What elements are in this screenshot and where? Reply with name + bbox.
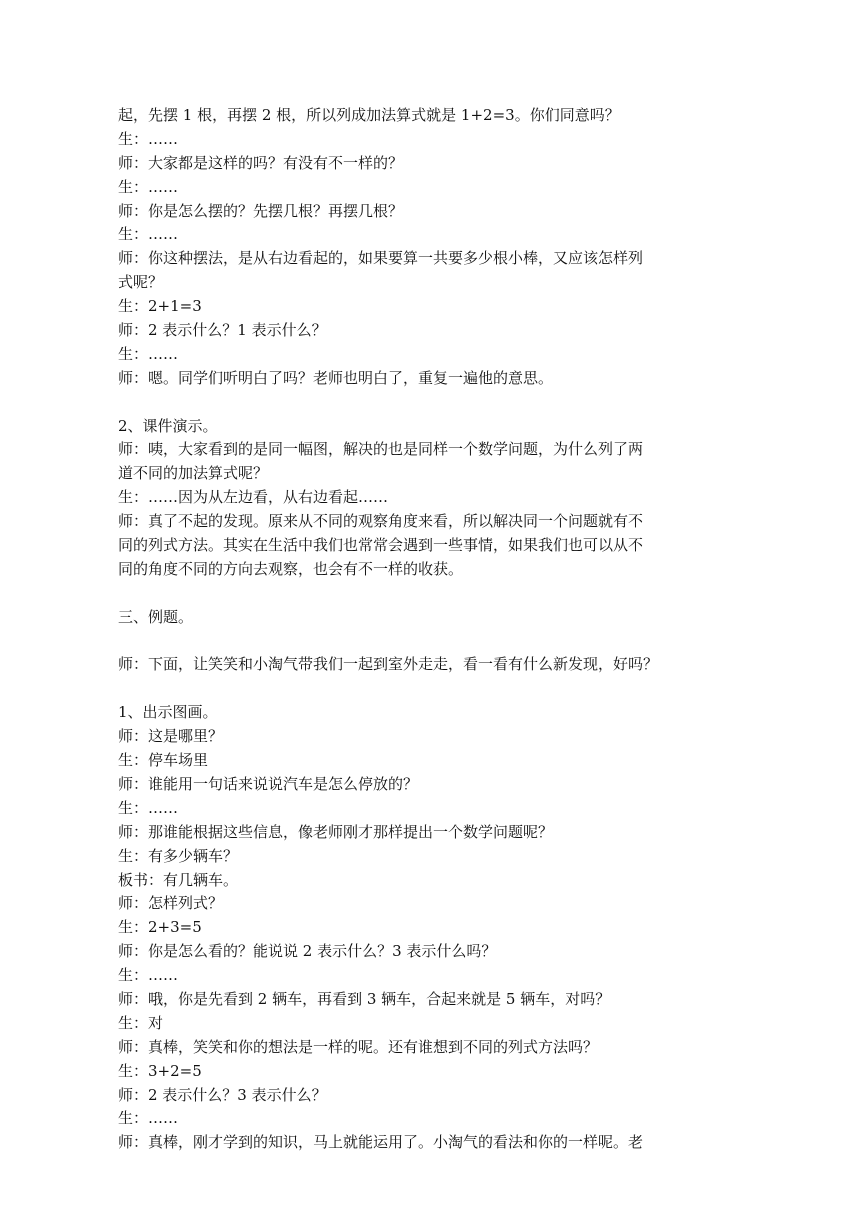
text-line: 生：…… bbox=[118, 1109, 179, 1128]
text-line: 生：3+2=5 bbox=[118, 1061, 202, 1080]
text-line: 师：真棒，刚才学到的知识，马上就能运用了。小淘气的看法和你的一样呢。老 bbox=[118, 1133, 644, 1152]
text-line: 师：2 表示什么？1 表示什么？ bbox=[118, 321, 327, 340]
text-line: 师：这是哪里？ bbox=[118, 727, 224, 746]
text-line: 生：有多少辆车？ bbox=[118, 846, 239, 865]
text-line: 师：真了不起的发现。原来从不同的观察角度来看，所以解决同一个问题就有不 bbox=[118, 512, 644, 531]
section-heading: 三、例题。 bbox=[118, 607, 194, 626]
text-line: 式呢？ bbox=[118, 273, 164, 292]
text-line: 生：…… bbox=[118, 177, 179, 196]
text-line: 生：2+3=5 bbox=[118, 918, 202, 937]
blank-line bbox=[118, 677, 738, 701]
text-line: 师：下面，让笑笑和小淘气带我们一起到室外走走，看一看有什么新发现，好吗？ bbox=[118, 655, 659, 674]
text-line: 生：…… bbox=[118, 798, 179, 817]
text-line: 生：停车场里 bbox=[118, 751, 209, 770]
text-line: 生：2+1=3 bbox=[118, 297, 202, 316]
text-line: 师：大家都是这样的吗？有没有不一样的？ bbox=[118, 153, 404, 172]
text-line: 师：2 表示什么？3 表示什么？ bbox=[118, 1085, 327, 1104]
text-line: 师：怎样列式？ bbox=[118, 894, 224, 913]
text-line: 师：那谁能根据这些信息，像老师刚才那样提出一个数学问题呢？ bbox=[118, 822, 554, 841]
text-line: 板书：有几辆车。 bbox=[118, 870, 239, 889]
section-heading: 2、课件演示。 bbox=[118, 416, 218, 435]
text-line: 同的角度不同的方向去观察，也会有不一样的收获。 bbox=[118, 559, 464, 578]
document-page bbox=[118, 104, 738, 1155]
text-line: 同的列式方法。其实在生活中我们也常常会遇到一些事情，如果我们也可以从不 bbox=[118, 536, 644, 555]
text-line: 生：……因为从左边看，从右边看起…… bbox=[118, 488, 389, 507]
text-line: 师：嗯。同学们听明白了吗？老师也明白了，重复一遍他的意思。 bbox=[118, 368, 554, 387]
text-line: 师：你是怎么看的？能说说 2 表示什么？3 表示什么吗？ bbox=[118, 942, 497, 961]
section-heading: 1、出示图画。 bbox=[118, 703, 218, 722]
text-line: 师：哦，你是先看到 2 辆车，再看到 3 辆车，合起来就是 5 辆车，对吗？ bbox=[118, 989, 611, 1008]
text-line: 师：咦，大家看到的是同一幅图，解决的也是同样一个数学问题，为什么列了两 bbox=[118, 440, 644, 459]
text-line: 生：…… bbox=[118, 225, 179, 244]
blank-line bbox=[118, 630, 738, 654]
blank-line bbox=[118, 391, 738, 415]
text-line: 道不同的加法算式呢？ bbox=[118, 464, 269, 483]
text-line: 师：真棒，笑笑和你的想法是一样的呢。还有谁想到不同的列式方法吗？ bbox=[118, 1037, 599, 1056]
text-line: 生：…… bbox=[118, 344, 179, 363]
blank-line bbox=[118, 582, 738, 606]
text-line: 师：你是怎么摆的？先摆几根？再摆几根？ bbox=[118, 201, 404, 220]
text-line: 师：你这种摆法，是从右边看起的，如果要算一共要多少根小棒，又应该怎样列 bbox=[118, 249, 644, 268]
text-line: 生：…… bbox=[118, 966, 179, 985]
text-line: 生：…… bbox=[118, 129, 179, 148]
text-line: 生：对 bbox=[118, 1013, 164, 1032]
text-line: 师：谁能用一句话来说说汽车是怎么停放的？ bbox=[118, 774, 419, 793]
text-line: 起，先摆 1 根，再摆 2 根，所以列成加法算式就是 1+2=3。你们同意吗？ bbox=[118, 106, 620, 124]
